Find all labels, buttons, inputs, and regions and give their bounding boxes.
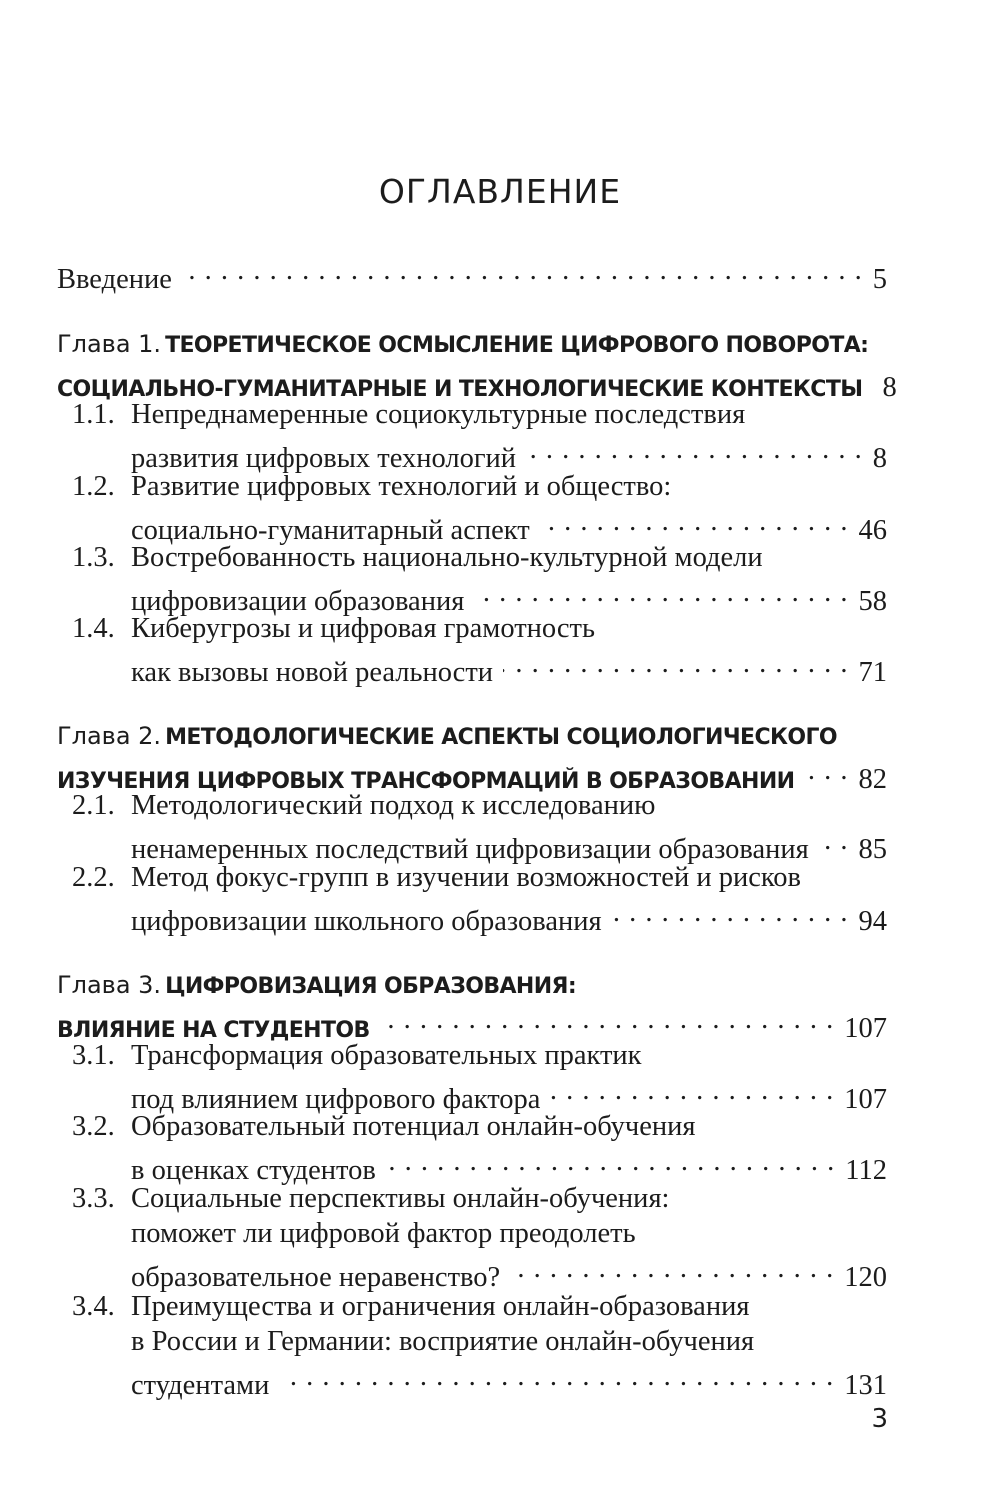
- section-number: 2.1.: [72, 790, 115, 821]
- entry-text: развития цифровых технологий: [131, 443, 517, 474]
- entry-text: ненамеренных последствий цифровизации образования: [131, 834, 809, 865]
- entry-page: 112: [845, 1155, 887, 1186]
- page-number: 3: [871, 1404, 888, 1434]
- entry-page: 8: [882, 372, 897, 403]
- section-title[interactable]: Киберугрозы и цифровая грамотность: [131, 613, 595, 644]
- chapter-prefix: Глава 3.: [57, 971, 162, 999]
- dot-leader: [540, 505, 849, 539]
- section-title-cont[interactable]: в России и Германии: восприятие онлайн-обучения: [131, 1326, 755, 1357]
- section-title[interactable]: Социальные перспективы онлайн-обучения:: [131, 1183, 670, 1214]
- section-title[interactable]: Преимущества и ограничения онлайн-образования: [131, 1291, 750, 1322]
- section-number: 3.2.: [72, 1111, 115, 1142]
- entry-text: под влиянием цифрового фактора: [131, 1084, 541, 1115]
- dot-leader: [804, 754, 848, 788]
- chapter-title: ИЗУЧЕНИЯ ЦИФРОВЫХ ТРАНСФОРМАЦИЙ В ОБРАЗОВАНИИ: [57, 769, 795, 794]
- section-title-cont[interactable]: поможет ли цифровой фактор преодолеть: [131, 1218, 636, 1249]
- toc-entry-intro[interactable]: [57, 254, 887, 297]
- entry-text: как вызовы новой реальности: [131, 657, 494, 688]
- dot-leader: [380, 1003, 835, 1037]
- section-title[interactable]: Трансформация образовательных практик: [131, 1040, 642, 1071]
- entry-text: цифровизации образования: [131, 586, 465, 617]
- chapter-3-heading[interactable]: [57, 968, 576, 1006]
- section-number: 3.1.: [72, 1040, 115, 1071]
- section-number: 1.4.: [72, 613, 115, 644]
- toc-entry-2-2[interactable]: [131, 896, 887, 939]
- dot-leader: [819, 824, 849, 858]
- dot-leader: [503, 647, 848, 681]
- section-number: 1.3.: [72, 542, 115, 573]
- chapter-prefix: Глава 1.: [57, 330, 162, 358]
- section-title[interactable]: Развитие цифровых технологий и общество:: [131, 471, 672, 502]
- entry-page: 82: [858, 764, 887, 795]
- entry-text: в оценках студентов: [131, 1155, 376, 1186]
- entry-page: 85: [858, 834, 887, 865]
- dot-leader: [474, 576, 848, 610]
- entry-page: 107: [844, 1084, 887, 1115]
- entry-page: 46: [858, 515, 887, 546]
- entry-text: цифровизации школьного образования: [131, 906, 602, 937]
- toc-entry-1-4[interactable]: [131, 647, 887, 690]
- chapter-2-heading[interactable]: [57, 719, 837, 757]
- section-number: 1.2.: [72, 471, 115, 502]
- entry-text: образовательное неравенство?: [131, 1262, 501, 1293]
- toc-entry-3-3[interactable]: [131, 1252, 887, 1295]
- dot-leader: [526, 433, 863, 467]
- entry-page: 131: [844, 1370, 887, 1401]
- dot-leader: [612, 896, 849, 930]
- dot-leader: [279, 1360, 834, 1394]
- entry-page: 58: [858, 586, 887, 617]
- chapter-title: СОЦИАЛЬНО-ГУМАНИТАРНЫЕ И ТЕХНОЛОГИЧЕСКИЕ КОНТЕКСТЫ: [57, 377, 863, 402]
- section-number: 3.4.: [72, 1291, 115, 1322]
- page-title: ОГЛАВЛЕНИЕ: [378, 172, 622, 211]
- entry-page: 5: [872, 264, 887, 295]
- entry-page: 71: [858, 657, 887, 688]
- section-title[interactable]: Востребованность национально-культурной модели: [131, 542, 763, 573]
- section-number: 3.3.: [72, 1183, 115, 1214]
- entry-text: студентами: [131, 1370, 270, 1401]
- chapter-prefix: Глава 2.: [57, 722, 162, 750]
- chapter-title: ТЕОРЕТИЧЕСКОЕ ОСМЫСЛЕНИЕ ЦИФРОВОГО ПОВОРОТА:: [165, 333, 869, 358]
- entry-page: 94: [858, 906, 887, 937]
- entry-page: 107: [844, 1013, 887, 1044]
- section-number: 2.2.: [72, 862, 115, 893]
- section-title[interactable]: Образовательный потенциал онлайн-обучения: [131, 1111, 696, 1142]
- entry-text: социально-гуманитарный аспект: [131, 515, 530, 546]
- chapter-title: ВЛИЯНИЕ НА СТУДЕНТОВ: [57, 1018, 370, 1043]
- chapter-title: ЦИФРОВИЗАЦИЯ ОБРАЗОВАНИЯ:: [165, 974, 577, 999]
- dot-leader: [510, 1252, 834, 1286]
- dot-leader: [386, 1145, 836, 1179]
- chapter-title: МЕТОДОЛОГИЧЕСКИЕ АСПЕКТЫ СОЦИОЛОГИЧЕСКОГО: [165, 725, 838, 750]
- entry-page: 8: [872, 443, 887, 474]
- chapter-1-heading[interactable]: [57, 327, 868, 365]
- dot-leader: [550, 1074, 834, 1108]
- section-number: 1.1.: [72, 399, 115, 430]
- section-title[interactable]: Методологический подход к исследованию: [131, 790, 656, 821]
- toc-entry-3-4[interactable]: [131, 1360, 887, 1403]
- section-title[interactable]: Метод фокус-групп в изучении возможностей и рисков: [131, 862, 801, 893]
- entry-page: 120: [844, 1262, 887, 1293]
- entry-text: Введение: [57, 264, 172, 295]
- dot-leader: [182, 254, 863, 288]
- section-title[interactable]: Непреднамеренные социокультурные последствия: [131, 399, 746, 430]
